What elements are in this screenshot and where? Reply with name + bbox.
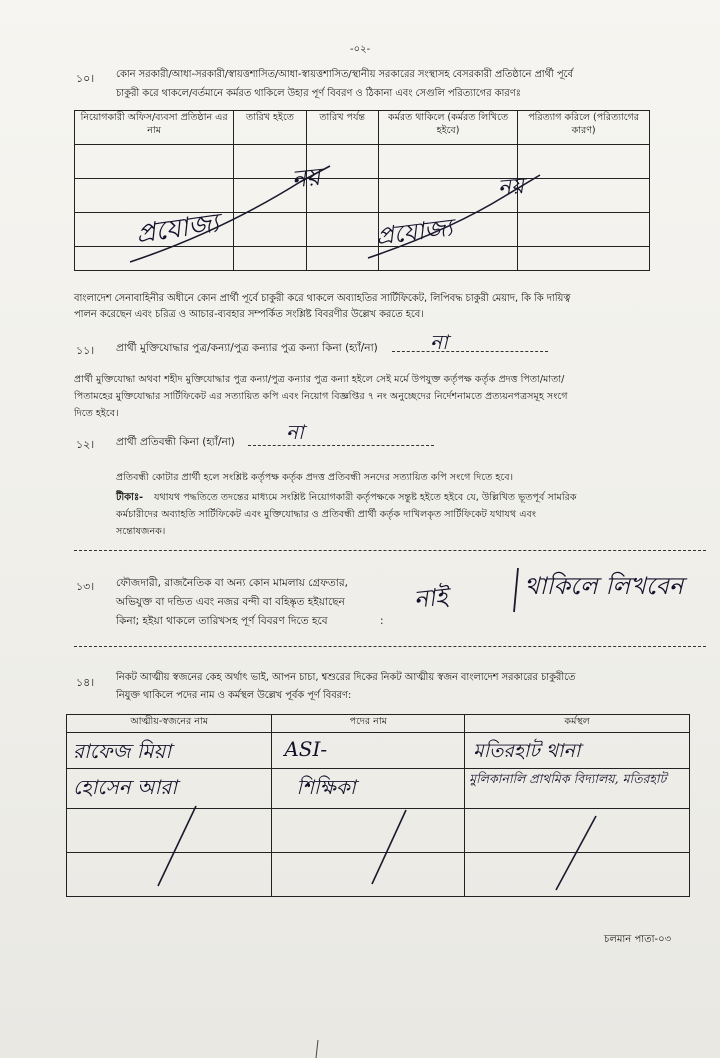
footer-continued-page: চলমান পাতা-০৩: [604, 934, 672, 945]
item-12-answer-line: [248, 445, 434, 446]
header-relative-name: আত্মীয়-স্বজনের নাম: [67, 715, 272, 733]
tika-label: টীকাঃ-: [116, 492, 144, 503]
header-post-name: পদের নাম: [272, 715, 465, 733]
relative-2-name: হোসেন আরা: [73, 775, 178, 799]
handwriting-no-1: নয়: [290, 162, 322, 194]
tika-line2: কর্মচারীদের অব্যাহতি সার্টিফিকেট এবং মুক্তিযোদ্ধার ও প্রতিবন্ধী প্রার্থী কর্তৃক দাখিলকৃত সার্টিফিকেট যথাযথ এবং: [116, 509, 537, 520]
item-13-remark: থাকিলে লিখবেন: [524, 572, 684, 600]
header-reason-left: পরিত্যাগ করিলে (পরিত্যাগের কারণ): [518, 111, 650, 145]
section-divider-2: [74, 646, 706, 647]
relative-1-post: ASI-: [284, 737, 328, 761]
header-date-from: তারিখ হইতে: [234, 111, 306, 145]
tika-line3: সন্তোষজনক।: [116, 526, 166, 537]
item-13-line1: ফৌজদারী, রাজনৈতিক বা অন্য কোন মামলায় গ্রেফতার,: [116, 577, 348, 589]
item-13-line2: অভিযুক্ত বা দন্ডিত এবং নজর বন্দী বা বহিষ্কৃত হইয়াছেন: [116, 596, 345, 608]
relative-1-place-cell: [465, 733, 690, 769]
item-10-text-line2: চাকুরী করে থাকলে/বর্তমানে কর্মরত থাকিলে উহার পূর্ণ বিবরণ ও ঠিকানা এবং সেগুলি পরিত্যাগের কারণঃ: [116, 88, 521, 99]
item-14-text-line2: নিযুক্ত থাকিলে পদের নাম ও কর্মস্থল উল্লেখ পূর্বক পূর্ণ বিবরণ:: [116, 690, 352, 701]
item-13-colon: :: [380, 615, 384, 627]
header-workplace: কর্মস্থল: [465, 715, 690, 733]
header-employer-name: নিয়োগকারী অফিস/ব্যবসা প্রতিষ্ঠান এর নাম: [75, 111, 234, 145]
item-14-number: ১৪।: [76, 676, 95, 689]
handwriting-no-2: নয়: [496, 173, 526, 202]
item-12-question: প্রার্থী প্রতিবন্ধী কিনা (হ্যাঁ/না): [116, 436, 235, 448]
item-11-note-line2: পিতামহের মুক্তিযোদ্ধার সার্টিফিকেট এর সত্যায়িত কপি এবং নিয়োগ বিজ্ঞপ্তির ৭ নং অনুচ্ছেদের নির্দেশনামতে প্রত্যয়নপত্রসমূহ সংগে: [74, 391, 568, 402]
item-13-line3: কিনা; হইয়া থাকলে তারিখসহ পূর্ণ বিবরণ দিতে হবে: [116, 615, 328, 627]
relative-2-place: মুলিকানালি প্রাথমিক বিদ্যালয়, মতিরহাট: [469, 771, 667, 786]
relatives-table-cancel-marks: [0, 800, 720, 1000]
item-13-number: ১৩।: [76, 580, 95, 593]
item-12-number: ১২।: [76, 438, 95, 451]
relative-2-post: শিক্ষিকা: [296, 775, 356, 799]
item-12-note: প্রতিবন্ধী কোটার প্রার্থী হলে সংশ্লিষ্ট কর্তৃপক্ষ কর্তৃক প্রদত্ত প্রতিবন্ধী সনদের সত্যায়িত কপি সংগে দিতে হবে।: [116, 472, 514, 483]
item-11-answer: না: [430, 330, 448, 354]
item-10-text-line1: কোন সরকারী/আধা-সরকারী/স্বায়ত্তশাসিত/আধা-স্বায়ত্তশাসিত/স্থানীয় সরকারের সংস্থাসহ বেসরকারী প্রতিষ্ঠানে প্রার্থী পূর্বে: [116, 69, 573, 80]
header-currently-employed: কর্মরত থাকিলে (কর্মরত লিখিতে হইবে): [378, 111, 517, 145]
item-11-note-line3: দিতে হইবে।: [74, 408, 119, 419]
army-note-line1: বাংলাদেশ সেনাবাহিনীর অধীনে কোন প্রার্থী পূর্বে চাকুরী করে থাকলে অব্যাহতির সার্টিফিকেট, লিপিবদ্ধ চাকুরী মেয়াদ, কি কি দায়িত্ব: [74, 293, 571, 304]
handwriting-not-applicable-1: প্রযোজ্য: [134, 208, 221, 250]
item-11-number: ১১।: [76, 344, 95, 357]
relative-1-name: রাফেজ মিয়া: [73, 739, 172, 763]
cancel-line-1: [0, 0, 720, 300]
item-13-answer: নাই: [412, 582, 449, 614]
header-date-to: তারিখ পর্যন্ত: [306, 111, 378, 145]
relative-1-post-cell: [272, 733, 465, 769]
item-11-note-line1: প্রার্থী মুক্তিযোদ্ধা অথবা শহীদ মুক্তিযোদ্ধার পুত্র কন্যা/পুত্র কন্যার পুত্র কন্যা হইলে সেই মর্মে উপযুক্ত কর্তৃপক্ষ কর্তৃক প্রদত্ত পিতা/মাতা/: [74, 374, 565, 385]
item-11-answer-line: [392, 351, 548, 352]
relative-1-name-cell: [67, 733, 272, 769]
handwriting-not-applicable-2: প্রযোজ্য: [374, 213, 454, 251]
item-11-question: প্রার্থী মুক্তিযোদ্ধার পুত্র/কন্যা/পুত্র কন্যার পুত্র কন্যা কিনা (হ্যাঁ/না): [116, 342, 378, 354]
relative-1-place: মতিরহাট থানা: [473, 740, 581, 762]
tika-line1: যথাযথ পদ্ধতিতে তদন্তের মাধ্যমে সংশ্লিষ্ট নিয়োগকারী কর্তৃপক্ষকে সন্তুষ্ট হইতে হইবে যে, উল্লিখিত ভূতপূর্ব সামরিক: [154, 492, 577, 503]
item-13-bracket-mark: [506, 566, 526, 616]
item-10-number: ১০।: [76, 72, 95, 85]
page-number: -০২-: [350, 44, 371, 55]
item-12-answer: না: [286, 420, 304, 444]
army-note-line2: পালন করেছেন এবং চরিত্র ও আচার-ব্যবহার সম্পর্কিত সংশ্লিষ্ট বিবরণীর উল্লেখ করতে হবে।: [74, 309, 424, 320]
section-divider-1: [74, 550, 706, 551]
item-14-text-line1: নিকট আত্মীয় স্বজনের কেহ অর্থাৎ ভাই, আপন চাচা, শ্বশুরের দিকের নিকট আত্মীয় স্বজন বাংলাদেশ সরকারের চাকুরীতে: [116, 672, 576, 683]
